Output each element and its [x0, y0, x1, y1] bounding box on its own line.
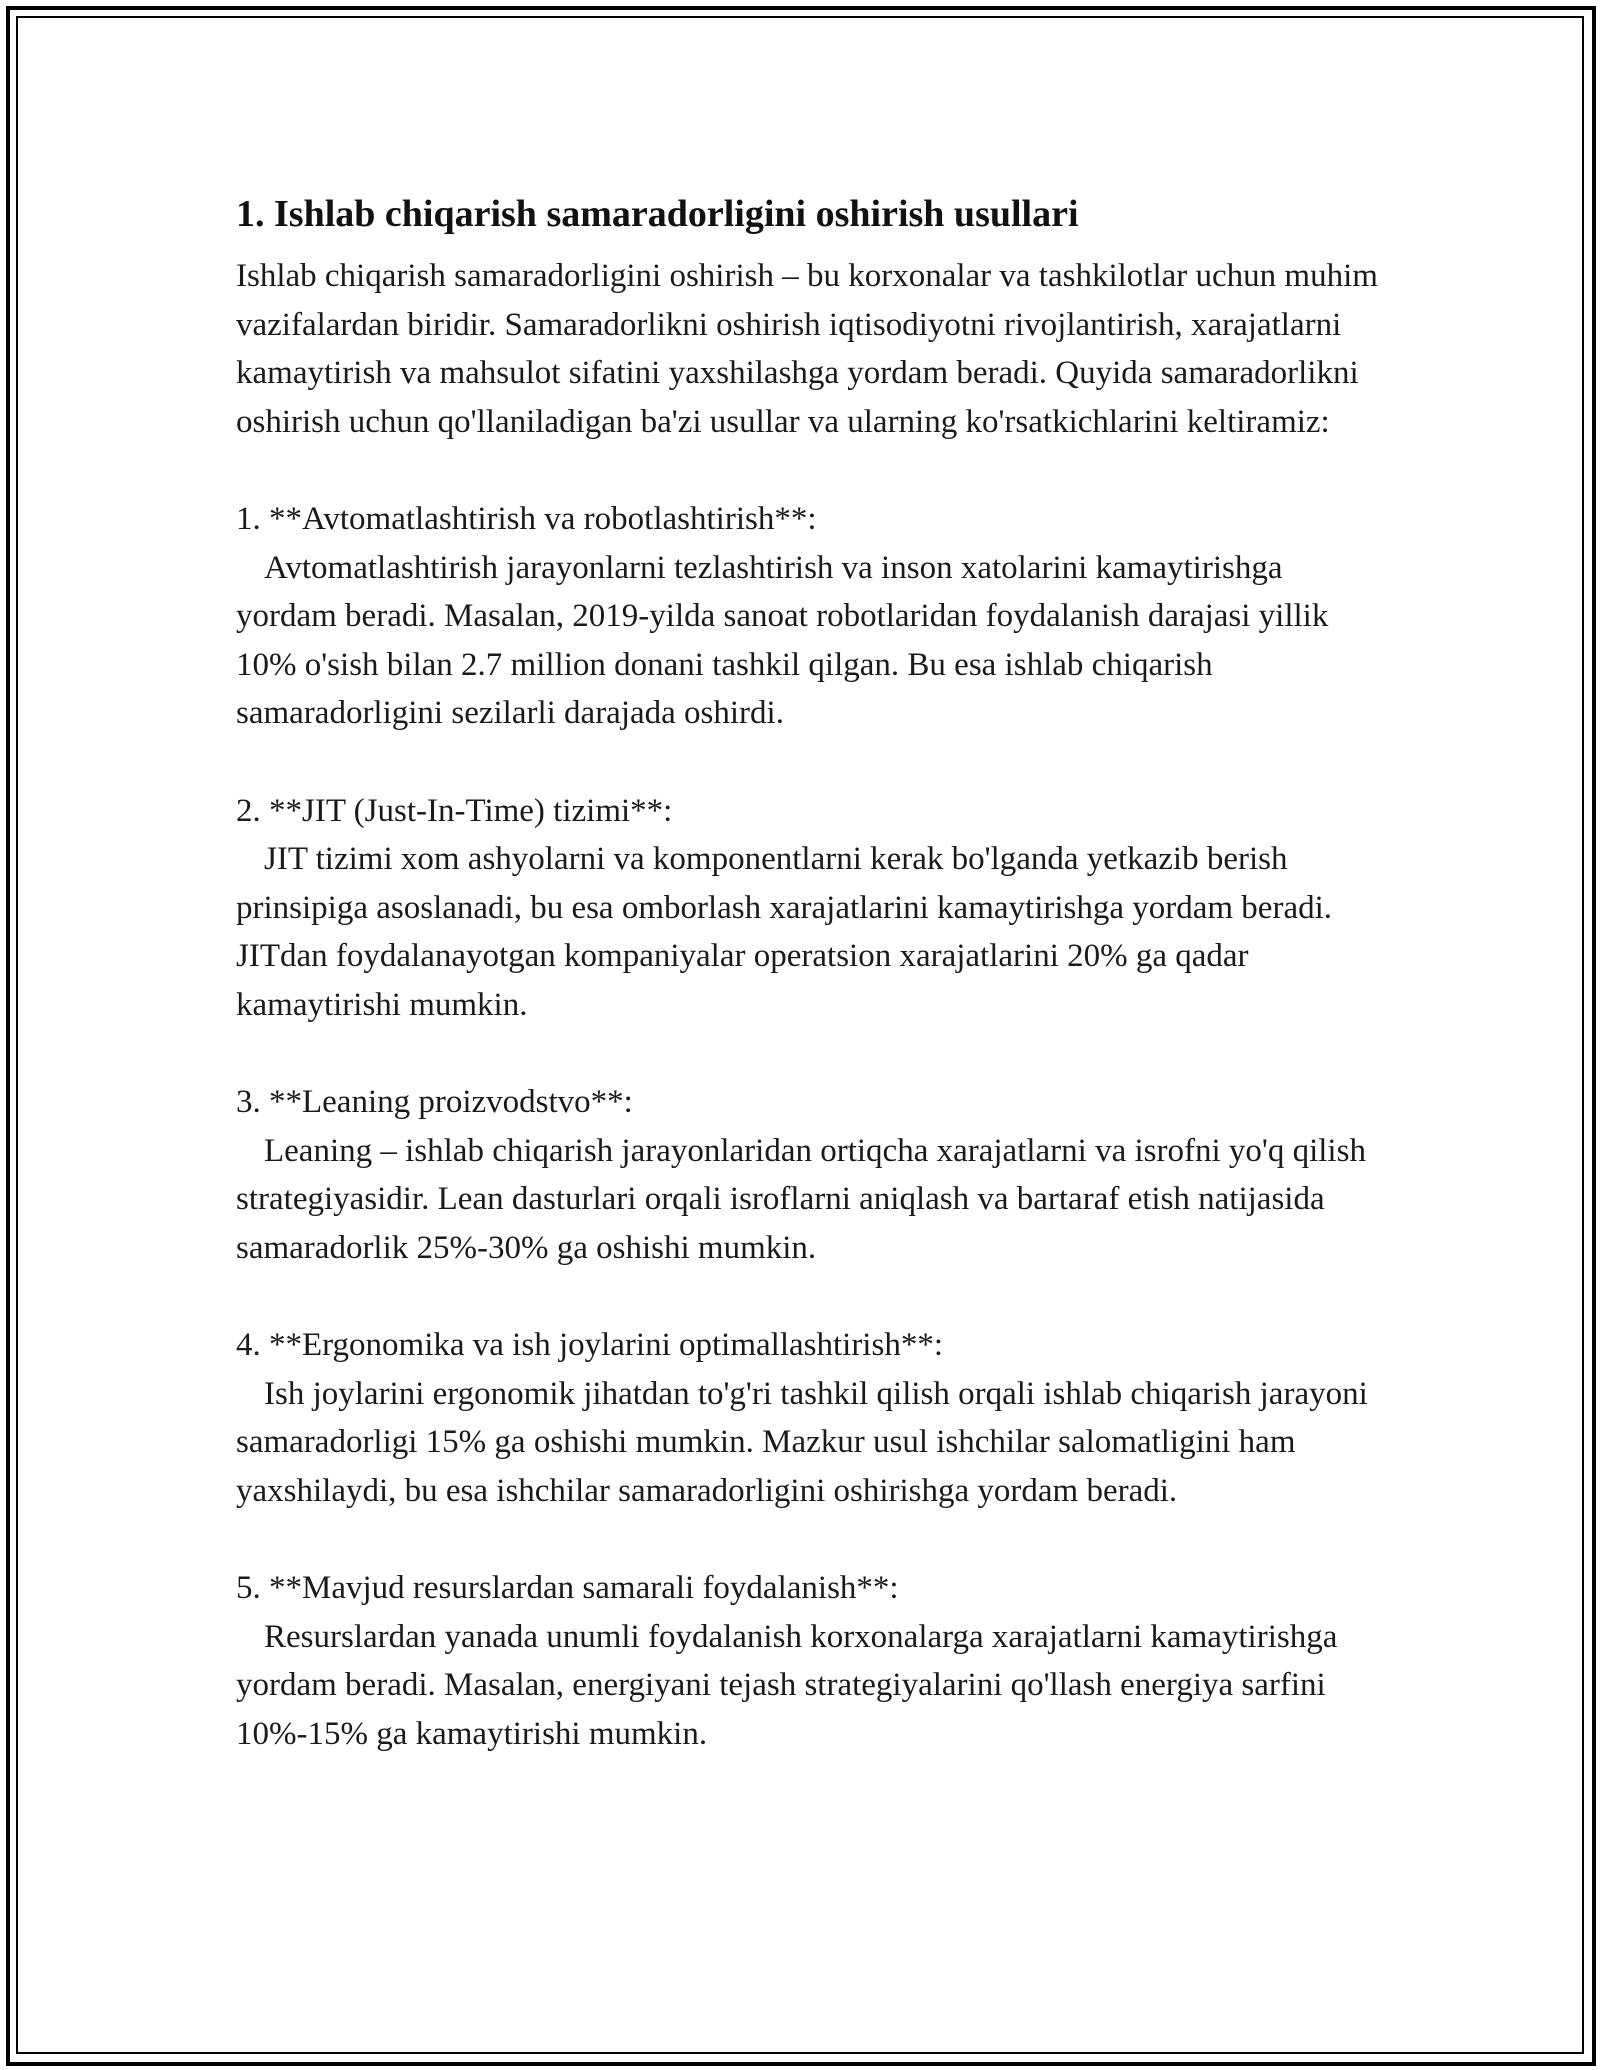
section-ergonomics	[236, 1321, 1386, 1515]
section-body: Avtomatlashtirish jarayonlarni tezlashtirish va inson xatolarini kamaytirishga yordam beradi. Masalan, 2019-yilda sanoat robotlaridan foydalanish darajasi yillik 10% o'sish bilan 2.7 million donani tashkil qilgan. Bu esa ishlab chiqarish samaradorligini sezilarli darajada oshirdi.	[236, 549, 1337, 732]
section-body: Leaning – ishlab chiqarish jarayonlaridan ortiqcha xarajatlarni va isrofni yo'q qilish strategiyasidir. Lean dasturlari orqali isroflarni aniqlash va bartaraf etish natijasida samaradorlik 25%-30% ga oshishi mumkin.	[236, 1132, 1375, 1266]
section-automation	[236, 495, 1386, 738]
section-body: Ish joylarini ergonomik jihatdan to'g'ri tashkil qilish orqali ishlab chiqarish jarayoni samaradorligi 15% ga oshishi mumkin. Mazkur usul ishchilar salomatligini ham yaxshilaydi, bu esa ishchilar samaradorligini oshirishga yordam beradi.	[236, 1375, 1377, 1509]
section-title: 5. **Mavjud resurslardan samarali foydalanish**:	[236, 1570, 899, 1607]
intro-paragraph: Ishlab chiqarish samaradorligini oshirish – bu korxonalar va tashkilotlar uchun muhim vazifalardan biridir. Samaradorlikni oshirish iqtisodiyotni rivojlantirish, xarajatlarni kamaytirish va mahsulot sifatini yaxshilashga yordam beradi. Quyida samaradorlikni oshirish uchun qo'llaniladigan ba'zi usullar va ularning ko'rsatkichlarini keltiramiz:	[236, 258, 1387, 440]
section-lean	[236, 1078, 1386, 1272]
section-body: JIT tizimi xom ashyolarni va komponentlarni kerak bo'lganda yetkazib berish prinsipiga asoslanadi, bu esa omborlash xarajatlarini kamaytirishga yordam beradi. JITdan foydalanayotgan kompaniyalar operatsion xarajatlarini 20% ga qadar kamaytirishi mumkin.	[236, 841, 1341, 1023]
section-resources	[236, 1564, 1386, 1758]
section-title: 3. **Leaning proizvodstvo**:	[236, 1084, 633, 1121]
document-title: 1. Ishlab chiqarish samaradorligini oshirish usullari	[236, 193, 1079, 235]
section-title: 4. **Ergonomika va ish joylarini optimallashtirish**:	[236, 1327, 943, 1364]
section-title: 1. **Avtomatlashtirish va robotlashtirish**:	[236, 500, 817, 537]
section-body: Resurslardan yanada unumli foydalanish korxonalarga xarajatlarni kamaytirishga yordam beradi. Masalan, energiyani tejash strategiyalarini qo'llash energiya sarfini 10%-15% ga kamaytirishi mumkin.	[236, 1618, 1346, 1752]
document-body	[236, 186, 1386, 1758]
section-jit	[236, 787, 1386, 1030]
section-title: 2. **JIT (Just-In-Time) tizimi**:	[236, 792, 673, 829]
